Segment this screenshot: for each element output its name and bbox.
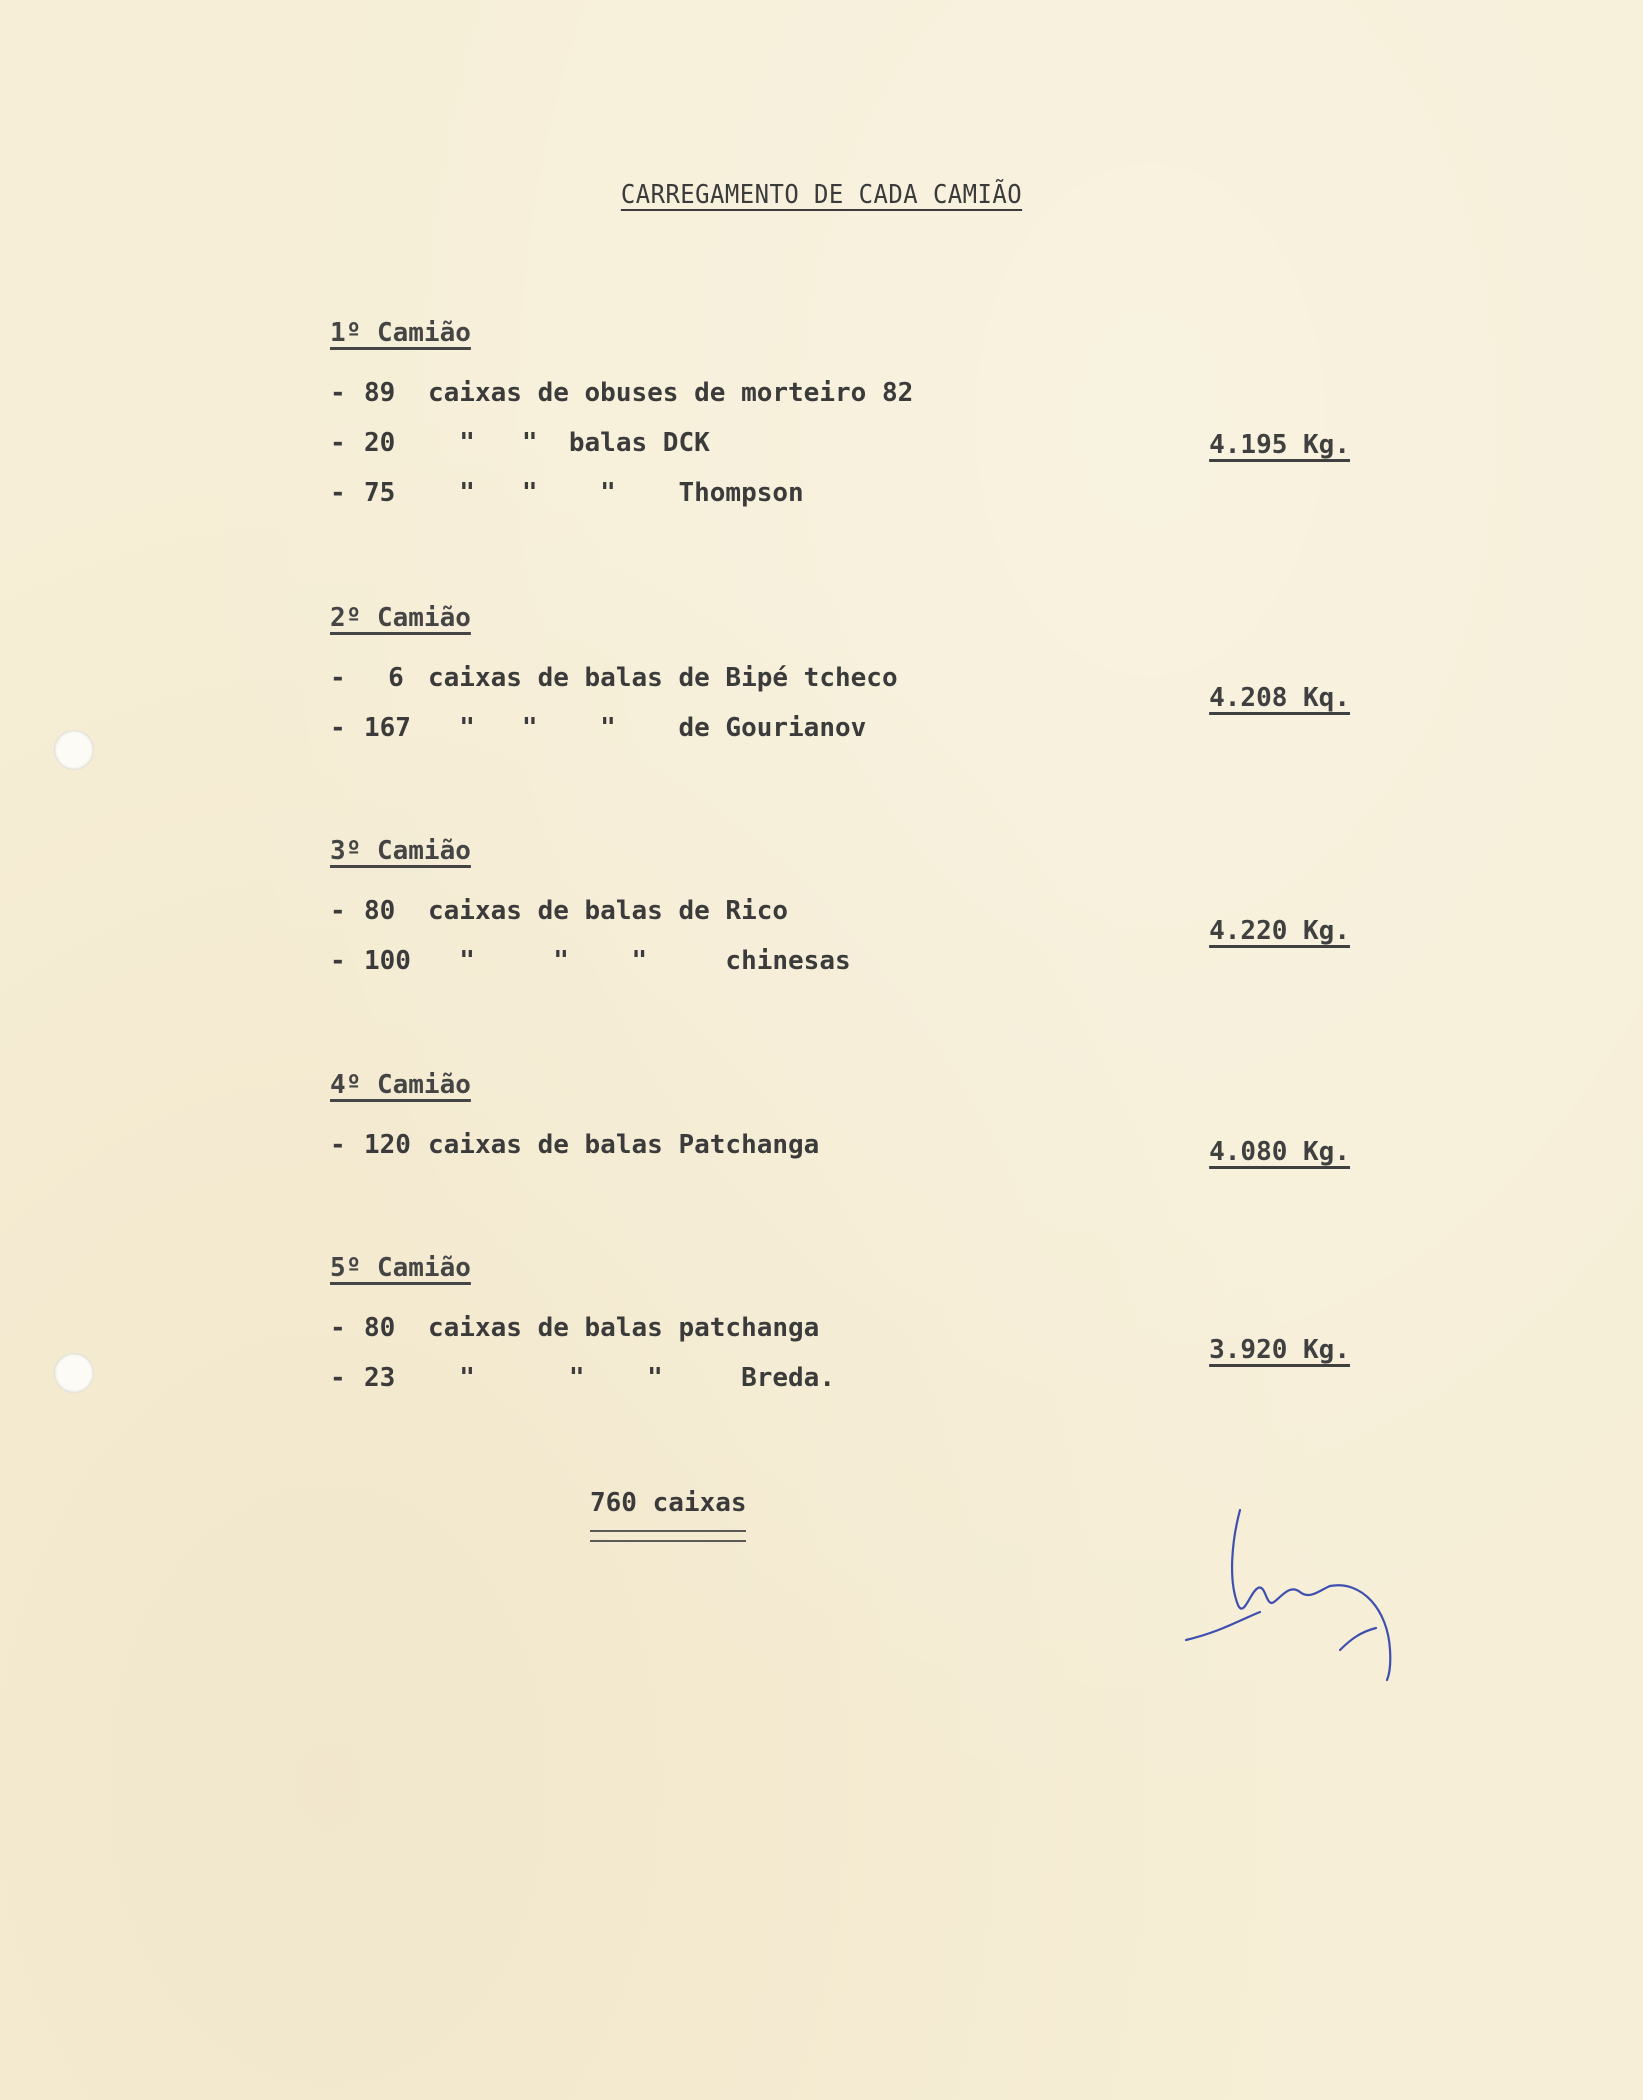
cargo-qty: 120 bbox=[364, 1130, 411, 1160]
cargo-qty: 20 bbox=[364, 428, 396, 458]
dash: - bbox=[330, 478, 346, 508]
truck-heading: 1º Camião bbox=[330, 318, 471, 348]
cargo-desc: " " balas DCK bbox=[428, 428, 710, 458]
cargo-qty: 80 bbox=[364, 896, 396, 926]
dash: - bbox=[330, 1363, 346, 1393]
truck-section-1 bbox=[330, 318, 1350, 528]
dash: - bbox=[330, 896, 346, 926]
truck-heading: 5º Camião bbox=[330, 1253, 471, 1283]
cargo-desc: caixas de balas Patchanga bbox=[428, 1130, 820, 1160]
dash: - bbox=[330, 378, 346, 408]
dash: - bbox=[330, 428, 346, 458]
dash: - bbox=[330, 663, 346, 693]
truck-weight: 4.220 Kg. bbox=[1209, 916, 1350, 946]
cargo-row bbox=[330, 713, 1350, 763]
truck-weight: 4.208 Kq. bbox=[1209, 683, 1350, 713]
punch-hole bbox=[54, 1353, 94, 1393]
cargo-qty: 100 bbox=[364, 946, 411, 976]
punch-hole bbox=[54, 730, 94, 770]
cargo-qty: 80 bbox=[364, 1313, 396, 1343]
cargo-desc: caixas de balas de Bipé tcheco bbox=[428, 663, 898, 693]
dash: - bbox=[330, 713, 346, 743]
dash: - bbox=[330, 1313, 346, 1343]
truck-heading: 3º Camião bbox=[330, 836, 471, 866]
truck-weight: 3.920 Kg. bbox=[1209, 1335, 1350, 1365]
cargo-desc: " " " Breda. bbox=[428, 1363, 835, 1393]
cargo-row bbox=[330, 428, 1350, 478]
truck-section-2 bbox=[330, 603, 1350, 763]
dash: - bbox=[330, 1130, 346, 1160]
total-double-rule bbox=[590, 1530, 746, 1542]
truck-heading: 4º Camião bbox=[330, 1070, 471, 1100]
document-title-text: CARREGAMENTO DE CADA CAMIÃO bbox=[620, 180, 1023, 210]
cargo-qty: 89 bbox=[364, 378, 396, 408]
cargo-row bbox=[330, 478, 1350, 528]
cargo-row bbox=[330, 663, 1350, 713]
cargo-row bbox=[330, 378, 1350, 428]
truck-heading: 2º Camião bbox=[330, 603, 471, 633]
document-title bbox=[66, 180, 1578, 210]
cargo-row bbox=[330, 946, 1350, 996]
cargo-desc: " " " Thompson bbox=[428, 478, 804, 508]
truck-weight: 4.080 Kg. bbox=[1209, 1137, 1350, 1167]
cargo-desc: " " " de Gourianov bbox=[428, 713, 867, 743]
cargo-row bbox=[330, 1130, 1350, 1180]
cargo-qty: 75 bbox=[364, 478, 396, 508]
dash: - bbox=[330, 946, 346, 976]
signature bbox=[1180, 1500, 1420, 1700]
truck-section-3 bbox=[330, 836, 1350, 996]
cargo-qty: 167 bbox=[364, 713, 411, 743]
truck-section-5 bbox=[330, 1253, 1350, 1413]
cargo-desc: caixas de balas de Rico bbox=[428, 896, 789, 926]
truck-weight: 4.195 Kg. bbox=[1209, 430, 1350, 460]
cargo-desc: caixas de obuses de morteiro 82 bbox=[428, 378, 914, 408]
cargo-qty: 23 bbox=[364, 1363, 396, 1393]
truck-section-4 bbox=[330, 1070, 1350, 1180]
total-boxes: 760 caixas bbox=[590, 1488, 747, 1518]
cargo-row bbox=[330, 1363, 1350, 1413]
cargo-row bbox=[330, 896, 1350, 946]
cargo-qty: 6 bbox=[388, 663, 404, 693]
cargo-desc: caixas de balas patchanga bbox=[428, 1313, 820, 1343]
cargo-row bbox=[330, 1313, 1350, 1363]
cargo-desc: " " " chinesas bbox=[428, 946, 851, 976]
